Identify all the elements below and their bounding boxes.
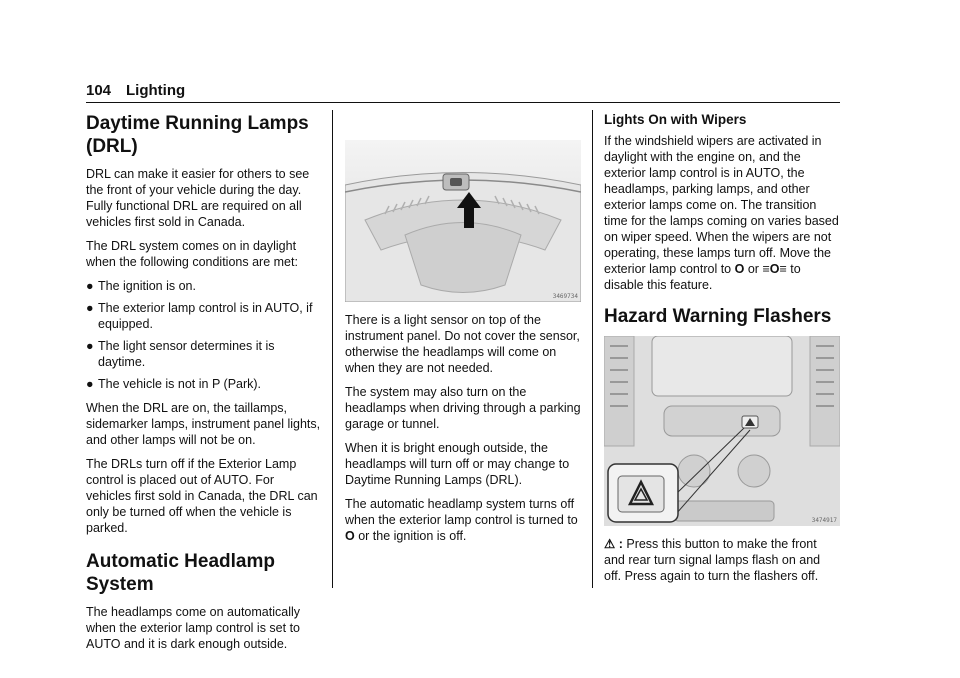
bullet-icon: ● — [86, 301, 94, 315]
heading-drl: Daytime Running Lamps (DRL) — [86, 113, 309, 157]
list-item: ● The exterior lamp control is in AUTO, if equipped. — [86, 301, 313, 331]
column-divider — [592, 110, 593, 588]
bullet-icon: ● — [86, 377, 94, 391]
wipers-paragraph: If the windshield wipers are activated in daylight with the engine on, and the exterior lamp control is in AUTO, the headlamps, parking lamps, and other exterior lamps come on. The transition time for the lamps coming on varies based on wiper speed. When the wipers are not operating, these lamps turn off. Move the exterior lamp control to O or ≡O≡ to disable this feature. — [604, 134, 839, 292]
list-item: ● The ignition is on. — [86, 279, 196, 293]
column-2 — [345, 140, 581, 552]
sensor-paragraph-4: The automatic headlamp system turns off when the exterior lamp control is turned to O or the ignition is off. — [345, 497, 578, 543]
heading-hazard-warning: Hazard Warning Flashers — [604, 306, 832, 327]
sensor-paragraph-2: The system may also turn on the headlamps when driving through a parking garage or tunnel. — [345, 385, 581, 431]
column-3 — [604, 112, 840, 592]
hazard-triangle-icon: ⚠ — [604, 537, 616, 551]
figure-code: 3469734 — [552, 293, 578, 300]
heading-automatic-headlamp: Automatic Headlamp System — [86, 551, 275, 595]
auto-paragraph-1: The headlamps come on automatically when the exterior lamp control is set to AUTO and it is dark enough outside. — [86, 605, 301, 651]
drl-paragraph-1: DRL can make it easier for others to see the front of your vehicle during the day. Fully functional DRL are required on all vehicles first sold in Canada. — [86, 167, 310, 229]
page-header — [86, 80, 840, 103]
hazard-paragraph: ⚠ : Press this button to make the front and rear turn signal lamps flash on and off. Press again to turn the flashers off. — [604, 537, 821, 583]
section-title: Lighting — [126, 82, 186, 99]
list-item: ● The vehicle is not in P (Park). — [86, 377, 262, 391]
sensor-paragraph-1: There is a light sensor on top of the instrument panel. Do not cover the sensor, otherwise the headlamps will come on when they are not needed. — [345, 313, 580, 375]
hazard-button-illustration — [604, 336, 840, 526]
list-item: ● The light sensor determines it is daytime. — [86, 339, 275, 369]
page-number: 104 — [86, 82, 112, 99]
column-divider — [332, 110, 333, 588]
drl-paragraph-4: The DRLs turn off if the Exterior Lamp control is placed out of AUTO. For vehicles first sold in Canada, the DRL can only be turned off when the vehicle is parked. — [86, 457, 318, 535]
lamp-symbol-icon: ≡O≡ — [762, 262, 787, 276]
figure-code: 3474917 — [811, 517, 837, 524]
bullet-icon: ● — [86, 339, 94, 353]
console-hazard-drawing — [604, 336, 840, 526]
dashboard-sensor-drawing — [345, 140, 581, 302]
power-off-icon: O — [345, 529, 355, 543]
heading-lights-on-wipers: Lights On with Wipers — [604, 112, 747, 127]
drl-condition-list — [86, 278, 322, 392]
light-sensor-illustration — [345, 140, 581, 302]
drl-paragraph-3: When the DRL are on, the taillamps, sidemarker lamps, instrument panel lights, and other lamps will not be on. — [86, 401, 321, 447]
sensor-paragraph-3: When it is bright enough outside, the headlamps will turn off or may change to Daytime Running Lamps (DRL). — [345, 441, 570, 487]
drl-paragraph-2: The DRL system comes on in daylight when the following conditions are met: — [86, 239, 298, 269]
column-1 — [86, 112, 322, 660]
power-off-icon: O — [734, 262, 745, 276]
bullet-icon: ● — [86, 279, 94, 293]
